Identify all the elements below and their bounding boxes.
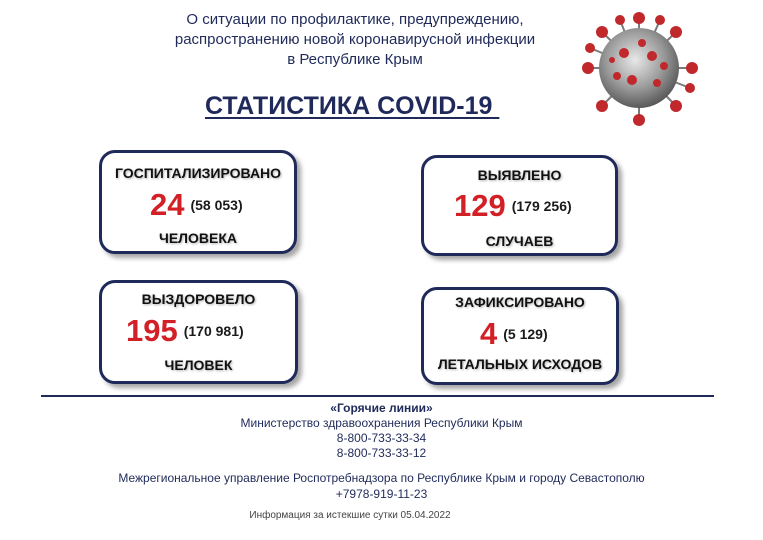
detected-value: 129	[454, 188, 506, 223]
hotline-phone-2: 8-800-733-33-12	[336, 446, 427, 460]
detected-label: ВЫЯВЛЕНО	[477, 167, 562, 183]
hospitalized-value: 24	[150, 187, 185, 222]
hospitalized-label: ГОСПИТАЛИЗИРОВАНО	[114, 165, 282, 181]
hotline-phone-1: 8-800-733-33-34	[336, 431, 427, 445]
deaths-total: (5 129)	[503, 326, 548, 342]
hotlines-title: «Горячие линии»	[330, 401, 433, 415]
ministry-text: Министерство здравоохранения Республики Крым	[240, 416, 523, 430]
detected-numbers	[454, 188, 572, 224]
recovered-numbers	[126, 313, 244, 349]
page-title: СТАТИСТИКА COVID-19	[205, 92, 500, 120]
hospitalized-numbers	[150, 187, 243, 223]
deaths-card	[421, 287, 619, 385]
recovered-unit: ЧЕЛОВЕК	[164, 357, 233, 373]
hospitalized-unit: ЧЕЛОВЕКА	[159, 230, 237, 246]
header-line-3: в Республике Крым	[287, 51, 423, 68]
detected-total: (179 256)	[511, 198, 572, 214]
hospitalized-card	[99, 150, 297, 254]
detected-card	[421, 155, 618, 256]
rospotrebnadzor-text: Межрегиональное управление Роспотребнадзора по Республике Крым и городу Севастополю	[118, 471, 645, 485]
info-date: Информация за истекшие сутки 05.04.2022	[249, 510, 451, 521]
coronavirus-image	[572, 8, 706, 128]
recovered-total: (170 981)	[183, 323, 244, 339]
divider	[41, 395, 714, 397]
header-title	[150, 10, 560, 70]
header-line-1: О ситуации по профилактике, предупреждению,	[186, 11, 524, 28]
deaths-value: 4	[480, 316, 498, 351]
hotline-phone-3: +7978-919-11-23	[335, 487, 428, 501]
recovered-card	[99, 280, 298, 384]
deaths-label: ЗАФИКСИРОВАНО	[455, 294, 585, 310]
hospitalized-total: (58 053)	[190, 197, 243, 213]
detected-unit: СЛУЧАЕВ	[485, 233, 554, 249]
deaths-numbers	[480, 316, 548, 352]
recovered-value: 195	[126, 313, 178, 348]
recovered-label: ВЫЗДОРОВЕЛО	[141, 291, 256, 307]
header-line-2: распространению новой коронавирусной инфекции	[174, 31, 536, 48]
deaths-unit: ЛЕТАЛЬНЫХ ИСХОДОВ	[437, 356, 603, 372]
